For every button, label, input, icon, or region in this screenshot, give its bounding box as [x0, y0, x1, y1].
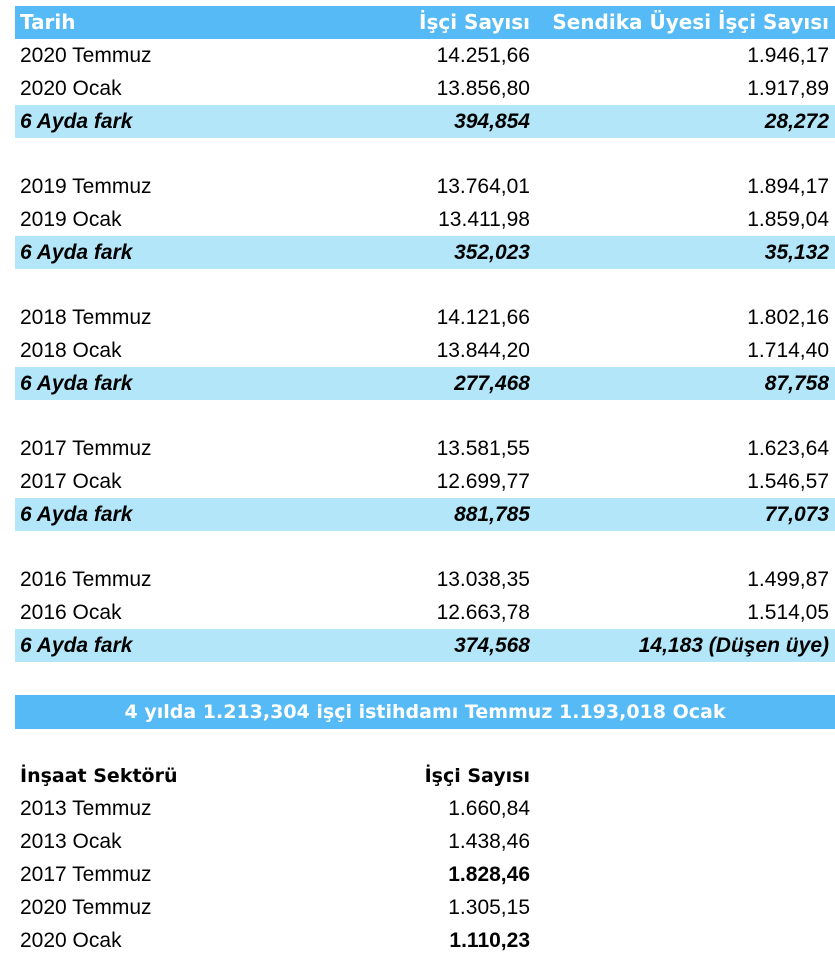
row-label: 2019 Temmuz — [20, 175, 152, 198]
row-label: 2018 Temmuz — [20, 306, 152, 329]
workers-value: 14.121,66 — [436, 306, 530, 329]
workers-difference: 352,023 — [454, 241, 530, 264]
table-row — [15, 792, 835, 825]
members-value: 1.714,40 — [747, 339, 829, 362]
row-label: 2020 Ocak — [20, 77, 122, 100]
table-header — [15, 6, 835, 39]
workers-value: 1.305,15 — [448, 896, 530, 919]
table-row — [15, 432, 835, 465]
table-row — [15, 825, 835, 858]
row-label: 2019 Ocak — [20, 208, 122, 231]
table-row — [15, 39, 835, 72]
construction-header — [15, 760, 835, 793]
summary-banner: 4 yılda 1.213,304 işçi istihdamı Temmuz 1.193,018 Ocak — [15, 695, 835, 729]
row-label: 2016 Temmuz — [20, 568, 152, 591]
difference-row — [15, 105, 835, 138]
workers-value: 1.660,84 — [448, 797, 530, 820]
table-row — [15, 72, 835, 105]
column-header-workers: İşçi Sayısı — [419, 10, 530, 34]
members-value: 1.917,89 — [747, 77, 829, 100]
workers-difference: 394,854 — [454, 110, 530, 133]
difference-row — [15, 367, 835, 400]
members-value: 1.946,17 — [747, 44, 829, 67]
row-label: 2020 Ocak — [20, 929, 122, 952]
row-label: 2016 Ocak — [20, 601, 122, 624]
table-row — [15, 301, 835, 334]
difference-row — [15, 629, 835, 662]
members-difference: 87,758 — [764, 372, 829, 395]
difference-label: 6 Ayda fark — [20, 634, 133, 657]
row-label: 2020 Temmuz — [20, 896, 152, 919]
row-label: 2013 Ocak — [20, 830, 122, 853]
workers-value: 13.764,01 — [436, 175, 530, 198]
members-value: 1.859,04 — [747, 208, 829, 231]
table-row — [15, 563, 835, 596]
workers-value: 12.699,77 — [436, 470, 530, 493]
row-label: 2017 Temmuz — [20, 437, 152, 460]
workers-value: 12.663,78 — [436, 601, 530, 624]
table-row — [15, 334, 835, 367]
difference-label: 6 Ayda fark — [20, 503, 133, 526]
row-label: 2020 Temmuz — [20, 44, 152, 67]
table-row — [15, 858, 835, 891]
column-header-date: Tarih — [20, 10, 76, 34]
workers-value: 13.411,98 — [438, 208, 530, 231]
workers-value: 14.251,66 — [436, 44, 530, 67]
workers-value: 1.438,46 — [448, 830, 530, 853]
workers-value: 13.581,55 — [436, 437, 530, 460]
table-row — [15, 465, 835, 498]
table-row — [15, 203, 835, 236]
members-value: 1.894,17 — [747, 175, 829, 198]
table-row — [15, 924, 835, 957]
difference-label: 6 Ayda fark — [20, 110, 133, 133]
row-label: 2013 Temmuz — [20, 797, 152, 820]
workers-value: 13.038,35 — [436, 568, 530, 591]
difference-row — [15, 236, 835, 269]
members-difference: 35,132 — [764, 241, 829, 264]
members-value: 1.802,16 — [747, 306, 829, 329]
members-difference: 28,272 — [764, 110, 829, 133]
workers-value: 13.844,20 — [436, 339, 530, 362]
members-difference: 14,183 (Düşen üye) — [638, 634, 829, 657]
members-difference: 77,073 — [764, 503, 829, 526]
workers-difference: 881,785 — [454, 503, 530, 526]
members-value: 1.514,05 — [747, 601, 829, 624]
workers-value: 13.856,80 — [436, 77, 530, 100]
table-row — [15, 596, 835, 629]
row-label: 2017 Ocak — [20, 470, 122, 493]
workers-value: 1.828,46 — [448, 863, 530, 886]
table-row — [15, 170, 835, 203]
workers-difference: 374,568 — [454, 634, 530, 657]
row-label: 2017 Temmuz — [20, 863, 152, 886]
table-row — [15, 891, 835, 924]
difference-row — [15, 498, 835, 531]
workers-value: 1.110,23 — [449, 929, 530, 952]
column-header-union-members: Sendika Üyesi İşçi Sayısı — [552, 10, 829, 34]
members-value: 1.623,64 — [747, 437, 829, 460]
members-value: 1.546,57 — [747, 470, 829, 493]
difference-label: 6 Ayda fark — [20, 372, 133, 395]
members-value: 1.499,87 — [747, 568, 829, 591]
difference-label: 6 Ayda fark — [20, 241, 133, 264]
construction-column-header-workers: İşçi Sayısı — [424, 765, 530, 787]
row-label: 2018 Ocak — [20, 339, 122, 362]
workers-difference: 277,468 — [454, 372, 530, 395]
construction-title: İnşaat Sektörü — [20, 765, 178, 787]
